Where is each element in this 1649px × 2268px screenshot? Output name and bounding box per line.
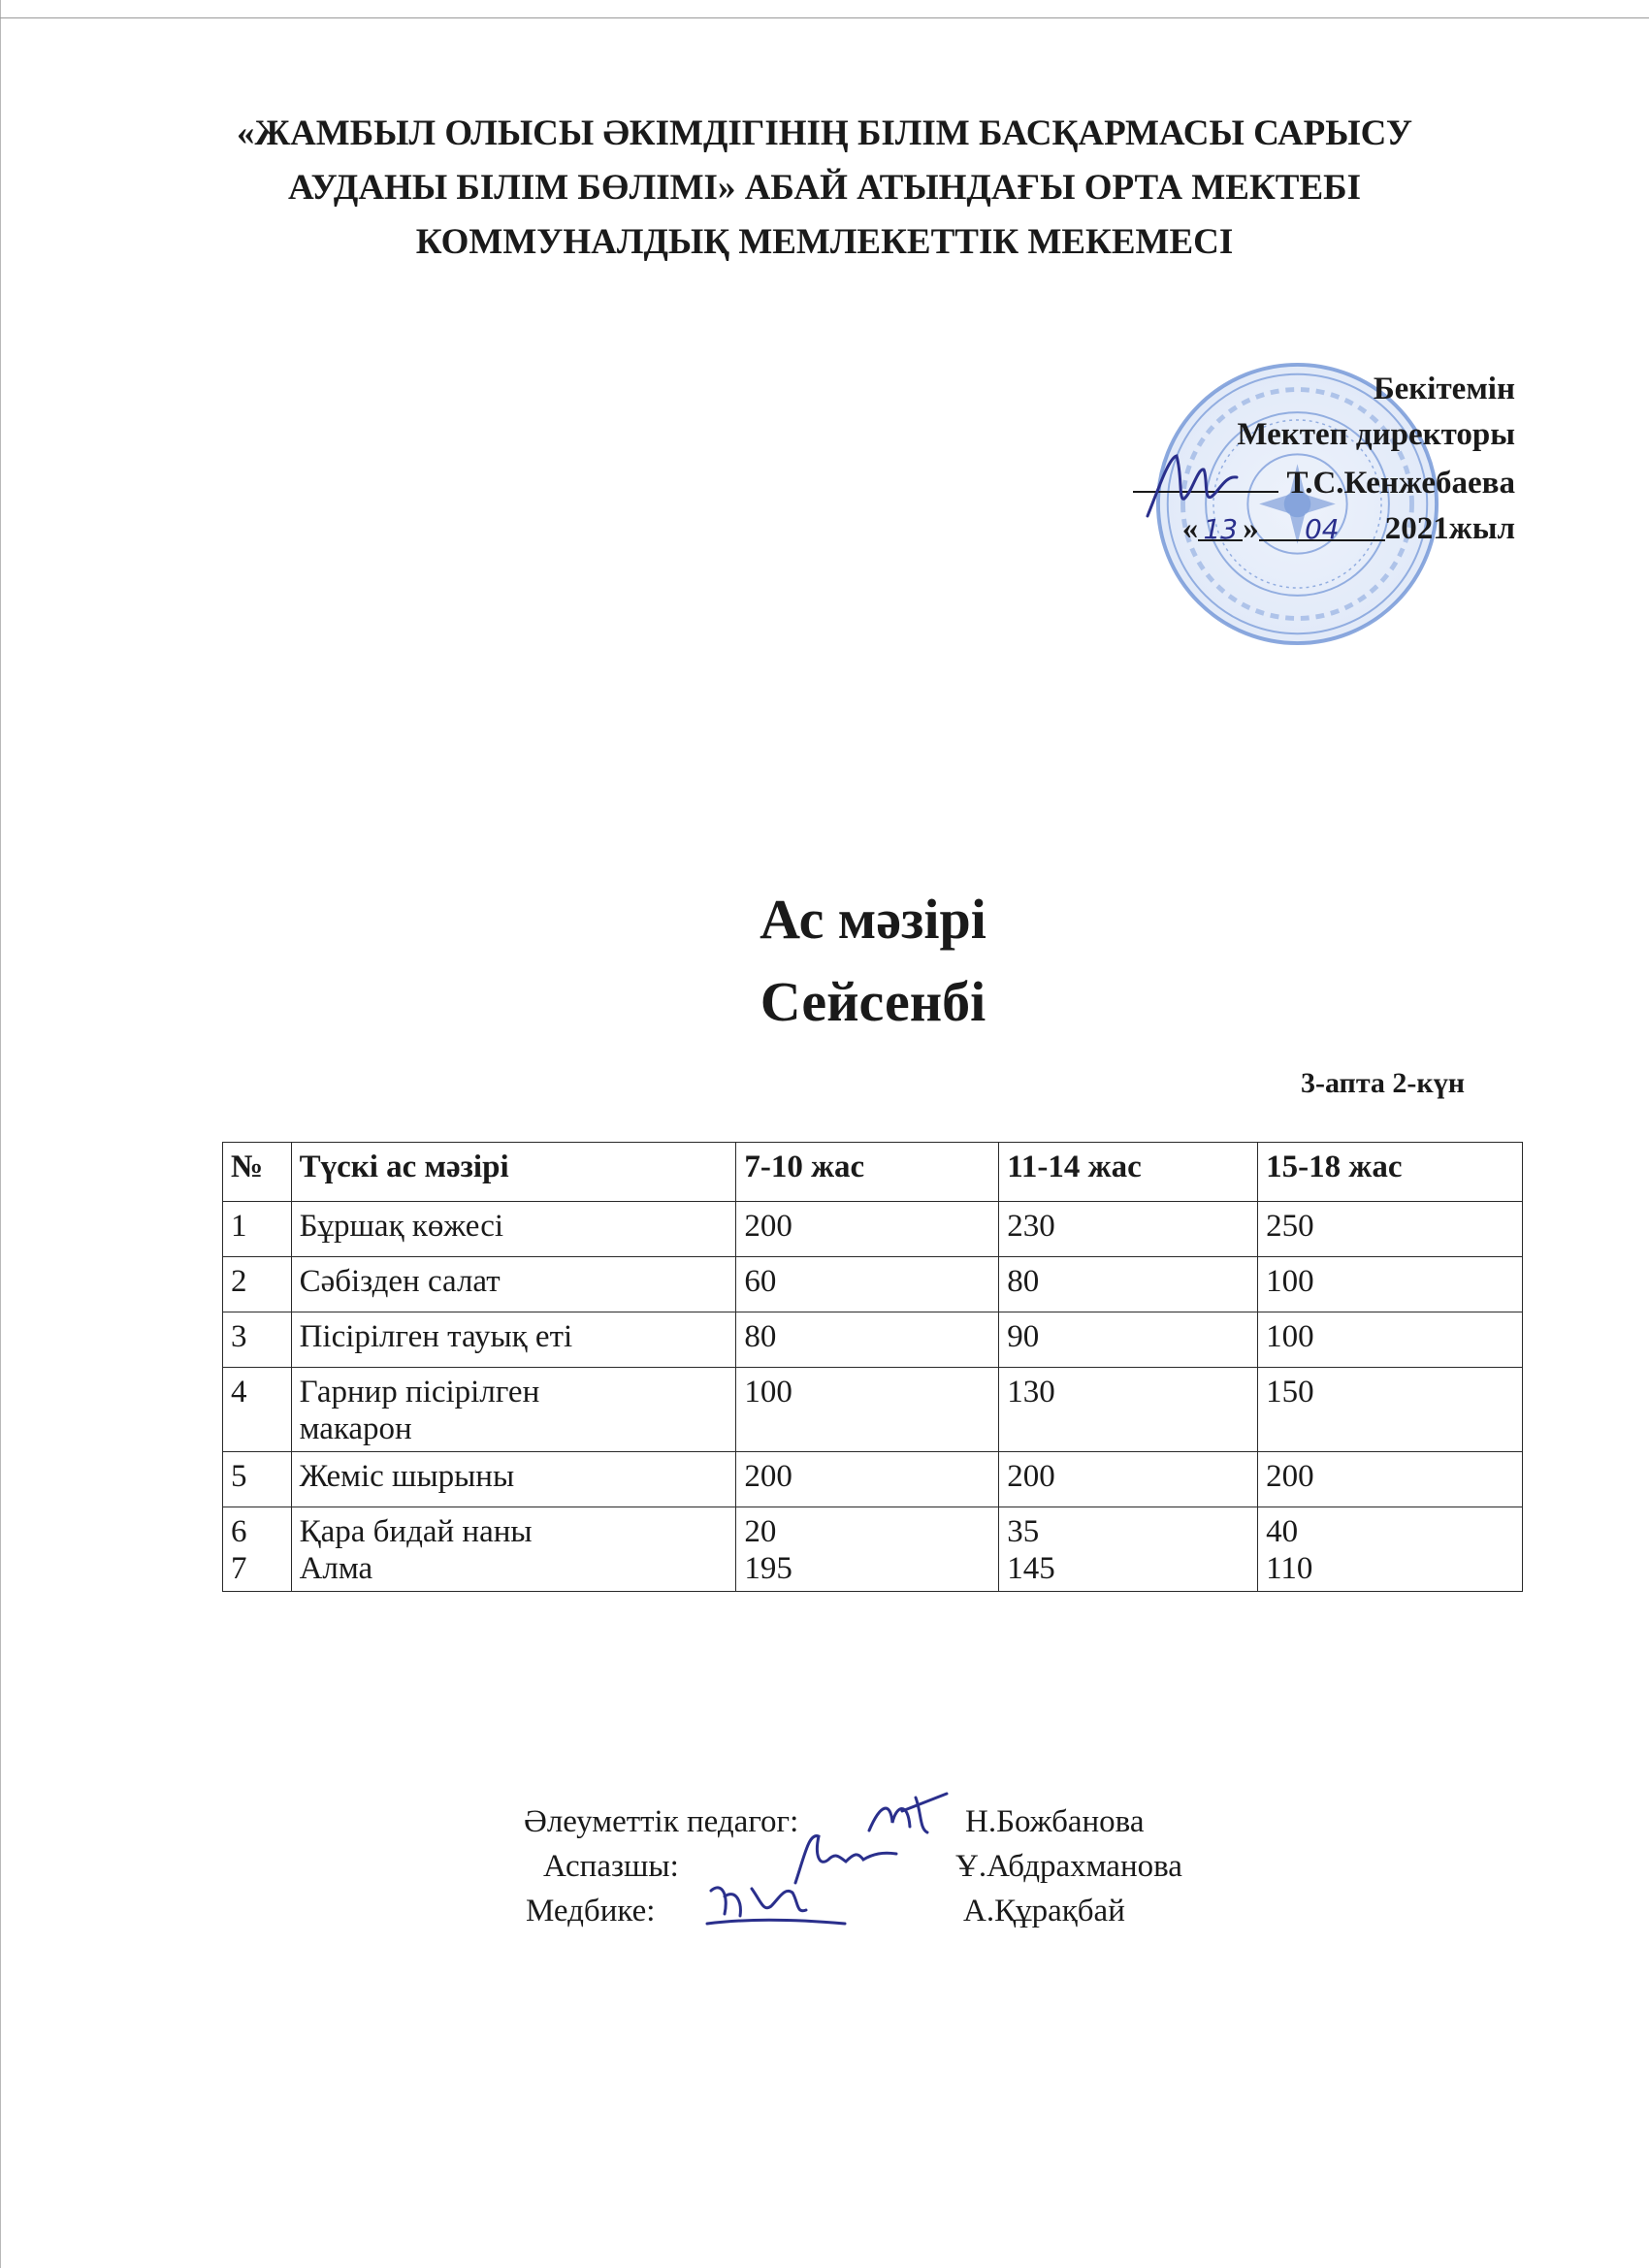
portion-11-14: 200 xyxy=(999,1452,1258,1507)
approval-date xyxy=(1048,506,1515,552)
director-name: Т.С.Кенжебаева xyxy=(1286,466,1515,501)
portion-7-10: 80 xyxy=(736,1312,999,1368)
menu-title xyxy=(485,878,1261,1043)
portion-15-18: 250 xyxy=(1258,1202,1523,1257)
dish-name: Сәбізден салат xyxy=(291,1257,736,1312)
signature-row-cook xyxy=(514,1844,1290,1889)
signature-role: Медбике: xyxy=(526,1894,656,1928)
portion-11-14: 230 xyxy=(999,1202,1258,1257)
title-menu: Ас мәзірі xyxy=(760,888,986,951)
row-number: 4 xyxy=(223,1368,292,1452)
dish-name xyxy=(291,1368,736,1452)
portion-11-14 xyxy=(999,1507,1258,1592)
portion-line-1: 20 xyxy=(744,1514,777,1549)
portion-15-18: 150 xyxy=(1258,1368,1523,1452)
handwritten-signature xyxy=(703,1867,849,1935)
date-year: 2021жыл xyxy=(1384,511,1515,546)
date-close-quote: » xyxy=(1243,511,1259,546)
portion-7-10: 100 xyxy=(736,1368,999,1452)
table-row xyxy=(223,1257,1523,1312)
table-header-row xyxy=(223,1143,1523,1202)
portion-7-10 xyxy=(736,1507,999,1592)
portion-line-1: 40 xyxy=(1266,1514,1299,1549)
signatures-block xyxy=(514,1799,1290,1933)
portion-7-10: 60 xyxy=(736,1257,999,1312)
director-name-line xyxy=(1048,458,1515,506)
header-age-7-10: 7-10 жас xyxy=(736,1143,999,1202)
title-weekday: Сейсенбі xyxy=(760,970,986,1033)
table-row xyxy=(223,1507,1523,1592)
portion-7-10: 200 xyxy=(736,1202,999,1257)
portion-15-18: 100 xyxy=(1258,1257,1523,1312)
dish-name xyxy=(291,1507,736,1592)
header-line-2: АУДАНЫ БІЛІМ БӨЛІМІ» АБАЙ АТЫНДАҒЫ ОРТА МЕКТЕБІ xyxy=(288,168,1361,208)
header-line-3: КОММУНАЛДЫҚ МЕМЛЕКЕТТІК МЕКЕМЕСІ xyxy=(415,222,1234,262)
portion-11-14: 80 xyxy=(999,1257,1258,1312)
signature-role: Аспазшы: xyxy=(543,1849,679,1884)
menu-table xyxy=(222,1142,1523,1592)
dish-name-line-2: макарон xyxy=(299,1411,412,1446)
header-line-1: «ЖАМБЫЛ ОЛЫСЫ ӘКІМДІГІНІҢ БІЛІМ БАСҚАРМАСЫ САРЫСУ xyxy=(236,113,1412,153)
table-row xyxy=(223,1368,1523,1452)
portion-line-2: 145 xyxy=(1007,1551,1055,1586)
row-number xyxy=(223,1507,292,1592)
approve-label: Бекітемін xyxy=(1373,372,1515,406)
dish-name: Пісірілген тауық еті xyxy=(291,1312,736,1368)
dish-name: Жеміс шырыны xyxy=(291,1452,736,1507)
week-day-label: 3-апта 2-күн xyxy=(1300,1067,1465,1099)
portion-11-14: 90 xyxy=(999,1312,1258,1368)
signature-row-nurse xyxy=(514,1889,1290,1933)
portion-11-14: 130 xyxy=(999,1368,1258,1452)
header-number: № xyxy=(223,1143,292,1202)
header-dish: Түскі ас мәзірі xyxy=(291,1143,736,1202)
date-month: 04 xyxy=(1259,506,1385,541)
signature-row-social-pedagogue xyxy=(514,1799,1290,1844)
row-number-line-1: 6 xyxy=(231,1514,247,1549)
table-row xyxy=(223,1312,1523,1368)
dish-name: Бұршақ көжесі xyxy=(291,1202,736,1257)
row-number: 2 xyxy=(223,1257,292,1312)
director-position: Мектеп директоры xyxy=(1237,417,1515,452)
dish-name-line-1: Гарнир пісірілген xyxy=(299,1375,540,1409)
signature-name: А.Құрақбай xyxy=(963,1894,1125,1928)
table-row xyxy=(223,1202,1523,1257)
document-header xyxy=(194,107,1455,270)
signature-name: Ұ.Абдрахманова xyxy=(955,1849,1182,1884)
portion-line-2: 110 xyxy=(1266,1551,1313,1586)
dish-name-line-1: Қара бидай наны xyxy=(299,1514,533,1549)
date-day: 13 xyxy=(1198,506,1243,541)
scan-edge xyxy=(0,0,1,2268)
director-signature xyxy=(1140,448,1246,526)
portion-15-18 xyxy=(1258,1507,1523,1592)
table-row xyxy=(223,1452,1523,1507)
row-number: 5 xyxy=(223,1452,292,1507)
header-age-15-18: 15-18 жас xyxy=(1258,1143,1523,1202)
date-open-quote: « xyxy=(1181,511,1199,546)
portion-7-10: 200 xyxy=(736,1452,999,1507)
portion-line-2: 195 xyxy=(744,1551,792,1586)
portion-15-18: 100 xyxy=(1258,1312,1523,1368)
approval-block xyxy=(1048,367,1515,552)
signature-name: Н.Божбанова xyxy=(965,1804,1145,1839)
portion-15-18: 200 xyxy=(1258,1452,1523,1507)
row-number: 1 xyxy=(223,1202,292,1257)
header-age-11-14: 11-14 жас xyxy=(999,1143,1258,1202)
portion-line-1: 35 xyxy=(1007,1514,1040,1549)
scan-border-line xyxy=(0,17,1649,18)
signature-role: Әлеуметтік педагог: xyxy=(524,1804,799,1839)
dish-name-line-2: Алма xyxy=(299,1551,373,1586)
row-number-line-2: 7 xyxy=(231,1551,247,1586)
row-number: 3 xyxy=(223,1312,292,1368)
